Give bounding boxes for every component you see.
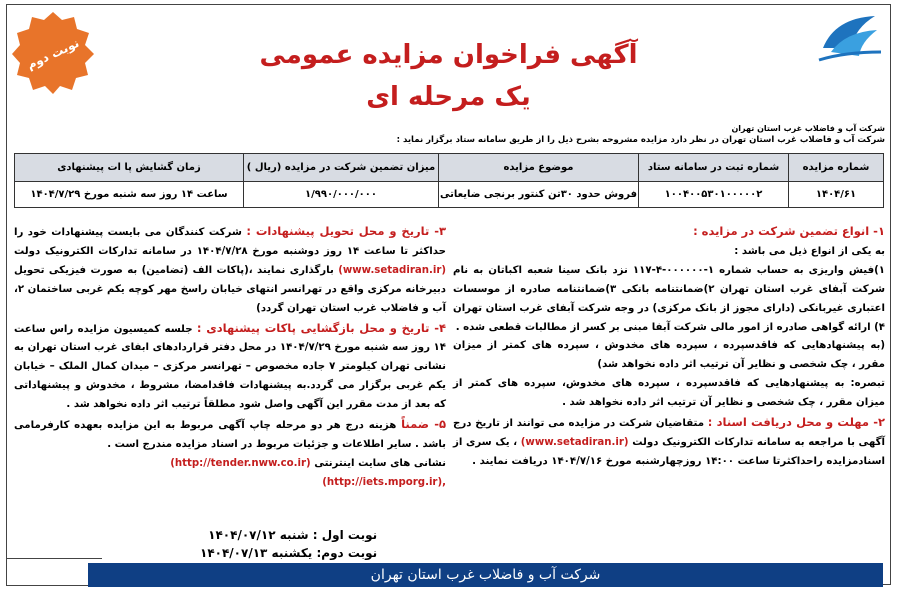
- table-header: میزان تضمین شرکت در مزایده (ریال ): [244, 154, 439, 182]
- page-title: آگهی فراخوان مزایده عمومی: [259, 40, 638, 70]
- table-cell: ۱۴۰۴/۶۱: [789, 182, 884, 208]
- section-heading-documents: ۲- مهلت و محل دریافت اسناد :: [707, 415, 886, 430]
- left-column: [14, 222, 446, 493]
- guarantee-note: (به پیشنهادهایی که فاقدسپرده ، سپرده های مخدوش ، سپرده های کمتر از میزان مقرر ، چک شخصی و نظایر آن ترتیب اثر داده نخواهد شد): [453, 340, 885, 371]
- page-subtitle: یک مرحله ای: [366, 82, 531, 112]
- intro-text: شرکت آب و فاضلاب غرب استان تهران در نظر دارد مزایده مشروحه بشرح ذیل را از طریق سامانه ستاد برگزار نماید :: [396, 135, 885, 145]
- submission-text-a: شرکت کنندگان می بایست پیشنهادات خود را حداکثر تا ساعت ۱۴ روز دوشنبه مورخ ۱۴۰۴/۷/۲۸ در سامانه تدارکات الکترونیک دولت: [14, 227, 446, 257]
- websites-label: نشانی های سایت اینترنتی: [314, 457, 446, 469]
- round-badge-label: نوبت دوم: [24, 35, 82, 73]
- table-cell: ساعت ۱۴ روز سه شنبه مورخ ۱۴۰۴/۷/۲۹: [15, 182, 244, 208]
- table-header: موضوع مزایده: [439, 154, 639, 182]
- company-name-small: شرکت آب و فاضلاب غرب استان تهران: [731, 124, 885, 133]
- tender-link[interactable]: (http://tender.nww.co.ir): [170, 457, 311, 469]
- section-heading-guarantee: ۱- انواع تضمین شرکت در مزایده :: [693, 224, 885, 238]
- footer-company-banner: شرکت آب و فاضلاب غرب استان تهران: [88, 563, 883, 587]
- table-header: زمان گشایش پا ات پیشنهادی: [15, 154, 244, 182]
- section-heading-opening: ۴- تاریخ و محل بازگشایی پاکات پیشنهادی :: [196, 320, 446, 335]
- table-cell: ۱۰۰۴۰۰۵۳۰۱۰۰۰۰۰۲: [639, 182, 789, 208]
- opening-text: جلسه کمیسیون مزایده راس ساعت ۱۴ روز سه شنبه مورخ ۱۴۰۴/۷/۲۹ در محل دفتر قراردادهای ابفای غرب استان تهران به نشانی تهران کیلومتر ۷ جاده مخصوص – تهرانسر مرکزی – میدان کمال الملک – خیابان یکم غربی برگزار می گردد.به پیشنهادات فاقدامضا، مشروط ، مخدوش و پیشنهاداتی که بعد از مدت مقرر این آگهی واصل شود مطلقاً ترتیب اثر داده نخواهد شد .: [14, 323, 446, 411]
- misc-text: هزینه درج هر دو مرحله چاپ آگهی مربوط به این مزایده بعهده کارفرمامی باشد . سایر اطلاعات و جزئیات مربوط در اسناد مزایده مندرج است .: [14, 420, 446, 450]
- section-heading-misc: ۵- ضمناً: [401, 417, 447, 432]
- table-cell: ۱/۹۹۰/۰۰۰/۰۰۰: [244, 182, 439, 208]
- submission-text-b: بارگذاری نمایند ،(پاکات الف (تضامین) به صورت فیزیکی تحویل دبیرخانه مرکزی واقع در تهرانسر انتهای خیابان راسخ مهر کوچه یکم غربی ساختمان ۲، آب و فاضلاب غرب استان تهران گردد): [14, 264, 446, 314]
- section-heading-submission: ۳- تاریخ و محل تحویل پیشنهادات :: [246, 224, 446, 238]
- table-cell: فروش حدود ۳۰تن کنتور برنجی ضایعاتی: [439, 182, 639, 208]
- table-row: [15, 182, 884, 208]
- documents-text-b: ، یک سری از اسنادمزایده راحداکثرتا ساعت ۱۴:۰۰ روزچهارشنبه مورخ ۱۴۰۴/۷/۱۶ دریافت نمایند .: [453, 436, 885, 467]
- table-header: شماره ثبت در سامانه ستاد: [639, 154, 789, 182]
- publication-dates: [200, 526, 377, 562]
- documents-text-a: متقاضیان شرکت در مزایده می توانند از تاریخ درج آگهی با مراجعه به سامانه تدارکات الکترونیک دولت: [453, 418, 885, 448]
- right-column: [453, 222, 885, 472]
- guarantee-intro: به یکی از انواع ذیل می باشد :: [734, 245, 885, 257]
- auction-table: [14, 153, 884, 208]
- first-round-date: نوبت اول : شنبه ۱۴۰۴/۰۷/۱۲: [208, 528, 378, 542]
- iets-link[interactable]: (http://iets.mporg.ir),: [322, 476, 446, 488]
- table-header: شماره مزایده: [789, 154, 884, 182]
- setadiran-link[interactable]: (www.setadiran.ir): [338, 264, 447, 276]
- setadiran-link[interactable]: (www.setadiran.ir): [520, 436, 629, 448]
- second-round-date: نوبت دوم: یکشنبه ۱۴۰۴/۰۷/۱۳: [200, 546, 378, 560]
- guarantee-footnote: تبصره: به پیشنهادهایی که فاقدسپرده ، سپرده های مخدوش، سپرده های کمتر از میزان مقرر ، چک شخصی و نظایر آن ترتیب اثر داده نخواهد شد .: [453, 378, 885, 409]
- guarantee-types: ۱)فیش واریزی به حساب شماره ۱-۰۰۰۰۰۰-۴-۱۱۷ نزد بانک سینا شعبه اکباتان به نام شرکت آبفای غرب استان تهران ۲)ضمانتنامه بانکی ۳)ضمانتنامه صادره از موسسات اعتباری غیربانکی (دارای مجوز از بانک مرکزی) در وجه شرکت آبفای غرب استان تهران ۴) ارائه گواهی صادره از امور مالی شرکت آبفا مبنی بر کسر از مطالبات قطعی شده .: [453, 264, 885, 333]
- table-header-row: [15, 154, 884, 182]
